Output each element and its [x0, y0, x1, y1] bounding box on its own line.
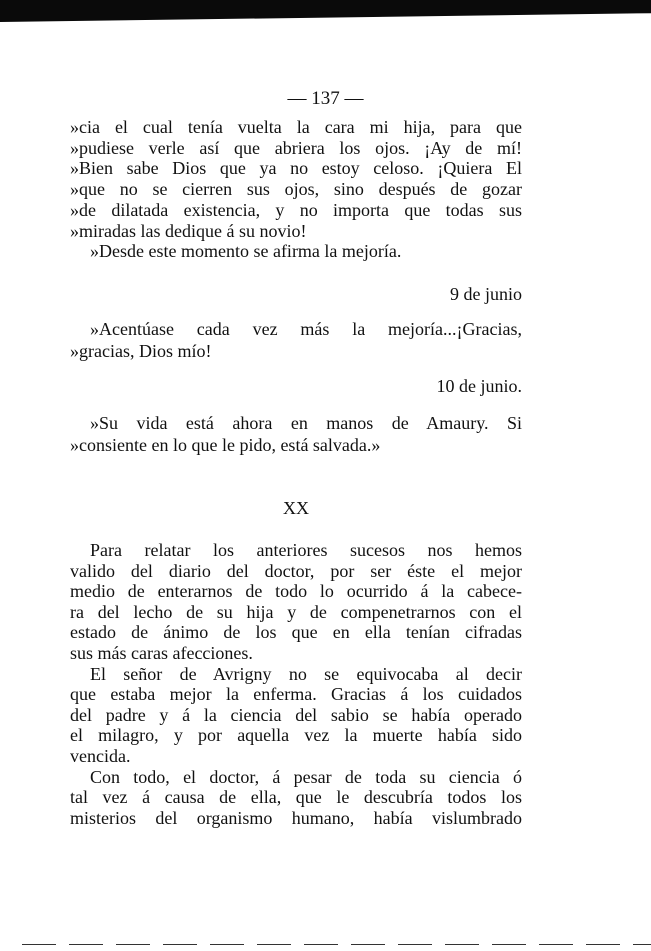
dash-mark	[257, 944, 291, 945]
text-line: vencida.	[70, 746, 131, 766]
dash-mark	[116, 944, 150, 945]
dash-mark	[304, 944, 338, 945]
text-line: que estaba mejor la enferma. Gracias á los cuidados	[70, 684, 522, 705]
dash-mark	[351, 944, 385, 945]
text-line: misterios del organismo humano, había vislumbrado	[70, 807, 522, 828]
text-line: »consiente en lo que le pido, está salvada.»	[70, 435, 381, 455]
text-line: valido del diario del doctor, por ser éste el mejor	[70, 560, 522, 581]
text-line: »de dilatada existencia, y no importa que todas sus	[70, 199, 522, 220]
text-line: »Acentúase cada vez más la mejoría...¡Gracias,	[90, 319, 522, 339]
text-line: el milagro, y por aquella vez la muerte había sido	[70, 725, 522, 746]
page-number: — 137 —	[287, 88, 364, 109]
text-line: ra del lecho de su hija y de compenetrarnos con el	[70, 601, 522, 622]
text-line: estado de ánimo de los que en ella tenían cifradas	[70, 622, 522, 643]
text-line: Para relatar los anteriores sucesos nos hemos	[90, 540, 522, 560]
dash-mark	[586, 944, 620, 945]
text-line: XX	[283, 498, 309, 518]
dash-mark	[210, 944, 244, 945]
dash-mark	[398, 944, 432, 945]
dash-mark	[163, 944, 197, 945]
text-line: »pudiese verle así que abriera los ojos. ¡Ay de mí!	[70, 137, 522, 158]
text-line: »Bien sabe Dios que ya no estoy celoso. ¡Quiera El	[70, 158, 522, 179]
text-line: »Desde este momento se afirma la mejoría.	[90, 241, 402, 261]
text-line: »miradas las dedique á su novio!	[70, 220, 307, 241]
text-line: tal vez á causa de ella, que le descubría todos los	[70, 787, 522, 808]
text-line: medio de enterarnos de todo lo ocurrido á la cabece-	[70, 581, 522, 602]
text-line: 10 de junio.	[436, 376, 522, 396]
text-line: El señor de Avrigny no se equivocaba al decir	[90, 663, 522, 684]
text-line: del padre y á la ciencia del sabio se había operado	[70, 704, 522, 725]
dash-mark	[539, 944, 573, 945]
text-line: »que no se cierren sus ojos, sino después de gozar	[70, 179, 522, 200]
dash-mark	[492, 944, 526, 945]
text-line: 9 de junio	[450, 284, 522, 304]
text-line: »Su vida está ahora en manos de Amaury. Si	[90, 413, 522, 433]
scan-edge-bar	[0, 0, 651, 22]
dash-mark	[69, 944, 103, 945]
dash-mark	[445, 944, 479, 945]
dash-mark	[22, 944, 56, 945]
text-line: »cia el cual tenía vuelta la cara mi hija, para que	[70, 117, 522, 137]
text-line: »gracias, Dios mío!	[70, 341, 212, 361]
dash-mark	[633, 944, 651, 945]
text-line: Con todo, el doctor, á pesar de toda su ciencia ó	[90, 766, 522, 787]
text-line: sus más caras afecciones.	[70, 643, 253, 663]
